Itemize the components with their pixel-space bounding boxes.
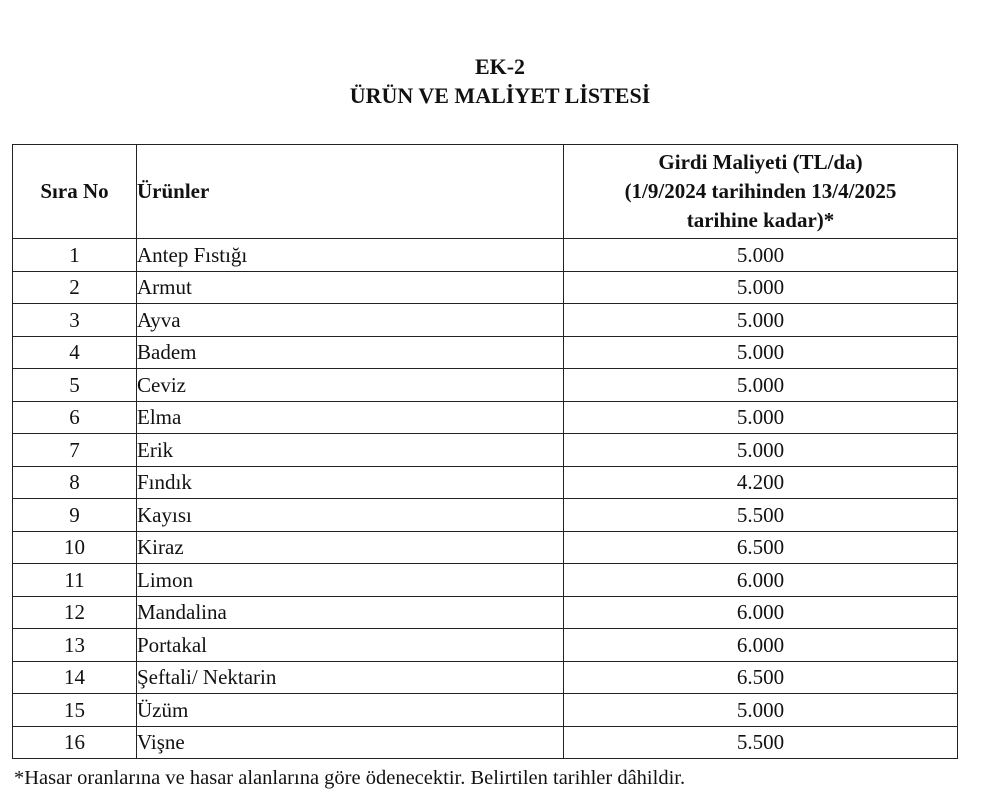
table-row — [13, 434, 958, 467]
table-row — [13, 531, 958, 564]
row-number: 14 — [13, 661, 137, 694]
footnote: *Hasar oranlarına ve hasar alanlarına göre ödenecektir. Belirtilen tarihler dâhildir. — [14, 767, 686, 789]
row-number: 16 — [13, 726, 137, 759]
table-row — [13, 564, 958, 597]
row-number: 10 — [13, 531, 137, 564]
table-row — [13, 401, 958, 434]
document-title-block — [0, 52, 1000, 110]
product-name: Erik — [137, 434, 564, 467]
row-number: 11 — [13, 564, 137, 597]
input-cost: 6.000 — [564, 596, 958, 629]
product-name: Kiraz — [137, 531, 564, 564]
input-cost: 5.000 — [564, 271, 958, 304]
product-name: Mandalina — [137, 596, 564, 629]
page-title: ÜRÜN VE MALİYET LİSTESİ — [349, 83, 651, 108]
input-cost: 5.000 — [564, 336, 958, 369]
row-number: 9 — [13, 499, 137, 532]
table-row — [13, 499, 958, 532]
row-number: 15 — [13, 694, 137, 727]
input-cost: 5.000 — [564, 694, 958, 727]
table-row — [13, 336, 958, 369]
table-row — [13, 661, 958, 694]
header-cost-line-3: tarihine kadar)* — [686, 208, 835, 232]
row-number: 2 — [13, 271, 137, 304]
row-number: 7 — [13, 434, 137, 467]
input-cost: 5.000 — [564, 369, 958, 402]
header-cost-line-2: (1/9/2024 tarihinden 13/4/2025 — [624, 179, 897, 203]
product-name: Fındık — [137, 466, 564, 499]
table-row — [13, 726, 958, 759]
table-header-row — [13, 145, 958, 239]
header-input-cost — [564, 145, 958, 239]
product-name: Armut — [137, 271, 564, 304]
product-name: Kayısı — [137, 499, 564, 532]
input-cost: 5.500 — [564, 726, 958, 759]
row-number: 4 — [13, 336, 137, 369]
product-name: Elma — [137, 401, 564, 434]
input-cost: 6.500 — [564, 661, 958, 694]
row-number: 12 — [13, 596, 137, 629]
product-name: Portakal — [137, 629, 564, 662]
input-cost: 5.000 — [564, 239, 958, 272]
row-number: 5 — [13, 369, 137, 402]
row-number: 3 — [13, 304, 137, 337]
product-cost-table — [12, 144, 958, 759]
input-cost: 5.000 — [564, 434, 958, 467]
product-name: Şeftali/ Nektarin — [137, 661, 564, 694]
row-number: 6 — [13, 401, 137, 434]
product-name: Ceviz — [137, 369, 564, 402]
input-cost: 5.000 — [564, 401, 958, 434]
product-name: Antep Fıstığı — [137, 239, 564, 272]
input-cost: 4.200 — [564, 466, 958, 499]
row-number: 8 — [13, 466, 137, 499]
table-row — [13, 271, 958, 304]
table-row — [13, 239, 958, 272]
header-products: Ürünler — [137, 145, 564, 239]
header-cost-line-1: Girdi Maliyeti (TL/da) — [658, 150, 863, 174]
product-name: Ayva — [137, 304, 564, 337]
product-name: Vişne — [137, 726, 564, 759]
header-row-number: Sıra No — [13, 145, 137, 239]
table-row — [13, 369, 958, 402]
annex-label: EK-2 — [474, 54, 526, 79]
table-row — [13, 694, 958, 727]
row-number: 13 — [13, 629, 137, 662]
table-row — [13, 466, 958, 499]
input-cost: 5.000 — [564, 304, 958, 337]
input-cost: 6.000 — [564, 629, 958, 662]
table-row — [13, 629, 958, 662]
table-row — [13, 304, 958, 337]
input-cost: 6.000 — [564, 564, 958, 597]
table-row — [13, 596, 958, 629]
product-name: Limon — [137, 564, 564, 597]
row-number: 1 — [13, 239, 137, 272]
product-name: Badem — [137, 336, 564, 369]
input-cost: 5.500 — [564, 499, 958, 532]
input-cost: 6.500 — [564, 531, 958, 564]
product-name: Üzüm — [137, 694, 564, 727]
